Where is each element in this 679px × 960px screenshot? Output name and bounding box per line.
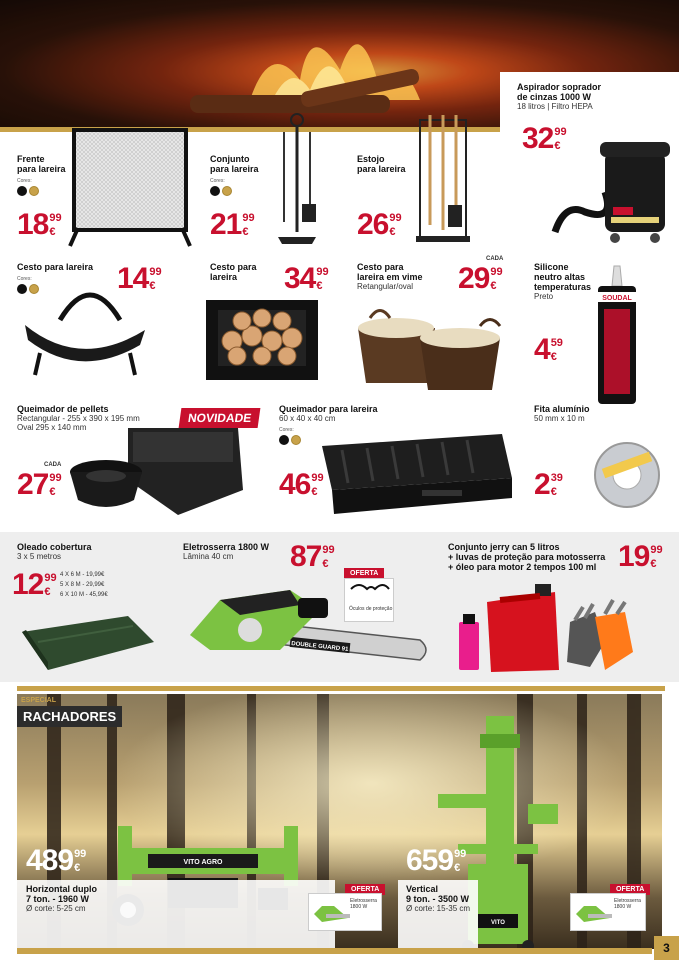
fita-sub: 50 mm x 10 m (534, 414, 585, 423)
page-number: 3 (654, 936, 679, 960)
color-black-swatch[interactable] (17, 186, 27, 196)
cesto-vime-price: 29 99 € (458, 262, 503, 295)
cesto1-colors-label: Cores: (17, 276, 32, 282)
estojo-price: 26 99 € (357, 208, 402, 241)
svg-text:VITO: VITO (491, 920, 505, 926)
pellets-sub-1: Rectangular - 255 x 390 x 195 mm (17, 414, 140, 423)
conjunto-colors-label: Cores: (210, 178, 225, 184)
color-gold-swatch[interactable] (222, 186, 232, 196)
cesto-vime-name-2: lareira em vime (357, 272, 423, 282)
oleado-sub: 3 x 5 metros (17, 552, 62, 561)
svg-text:DOUBLE GUARD 91: DOUBLE GUARD 91 (290, 641, 349, 653)
eletroserra-oferta-item: Óculos de proteção (349, 606, 393, 612)
horizontal-price: 489 99 € (26, 844, 87, 877)
cesto-vime-sub: Retangular/oval (357, 282, 414, 291)
electric-chainsaw-image (180, 580, 435, 680)
queimador-sub: 60 x 40 x 40 cm (279, 414, 336, 423)
color-black-swatch[interactable] (210, 186, 220, 196)
pellets-cada: CADA (44, 462, 62, 468)
vertical-name-2: 9 ton. - 3500 W (406, 894, 470, 904)
jerry-name-1: Conjunto jerry can 5 litros (448, 542, 560, 552)
horizontal-oferta-item: Eletrosserra 1800 W (350, 898, 377, 910)
horizontal-name-2: 7 ton. - 1960 W (26, 894, 90, 904)
oleado-variant-2: 5 X 8 M - 29,99€ (60, 582, 105, 588)
silicone-tube-image (592, 264, 642, 409)
eletroserra-name: Eletrosserra 1800 W (183, 542, 270, 552)
fita-price: 2 39 € (534, 468, 563, 501)
silicone-name-1: Silicone (534, 262, 569, 272)
conjunto-color-swatches (210, 186, 259, 196)
svg-text:VITO AGRO: VITO AGRO (183, 859, 223, 866)
aluminium-tape-image (592, 440, 662, 510)
color-black-swatch[interactable] (279, 435, 289, 445)
estojo-name-2: para lareira (357, 164, 406, 174)
vertical-sub: Ø corte: 15-35 cm (406, 904, 471, 913)
eletroserra-oferta-badge: OFERTA (344, 568, 384, 579)
cesto-vime-name-1: Cesto para (357, 262, 404, 272)
jerry-can-kit-image (455, 582, 640, 677)
frente-price: 18 99 € (17, 208, 62, 241)
horizontal-oferta-badge: OFERTA (345, 884, 385, 895)
vertical-oferta-badge: OFERTA (610, 884, 650, 895)
vertical-oferta-box (570, 893, 646, 931)
cesto2-name-2: lareira (210, 272, 238, 282)
pellets-name: Queimador de pellets (17, 404, 109, 414)
silicone-name-3: temperaturas (534, 282, 592, 292)
fireplace-screen-image (68, 128, 192, 252)
jerry-name-2: + luvas de proteção para motosserra (448, 552, 606, 562)
oleado-name: Oleado cobertura (17, 542, 92, 552)
footer-band (17, 948, 652, 954)
tarpaulin-image (18, 612, 158, 674)
frente-name-1: Frente (17, 154, 45, 164)
chainsaw-icon (574, 900, 614, 928)
wicker-baskets-image (350, 298, 510, 393)
fita-name: Fita alumínio (534, 404, 590, 414)
wood-box-image (202, 296, 322, 384)
silicone-price: 4 59 € (534, 333, 563, 366)
fireplace-tool-kit-image (412, 110, 474, 245)
pellets-sub-2: Oval 295 x 140 mm (17, 423, 87, 432)
aspirador-panel (500, 72, 679, 250)
vertical-name-1: Vertical (406, 884, 439, 894)
queimador-name: Queimador para lareira (279, 404, 378, 414)
vertical-price: 659 99 € (406, 844, 467, 877)
conjunto-name-1: Conjunto (210, 154, 250, 164)
oleado-variant-3: 6 X 10 M - 45,99€ (60, 592, 108, 598)
fire-grate-image (312, 428, 517, 520)
eletroserra-price: 87 99 € (290, 540, 335, 573)
conjunto-name-2: para lareira (210, 164, 259, 174)
chainsaw-icon (312, 900, 352, 928)
rachadores-title: RACHADORES (17, 706, 122, 727)
vertical-oferta-item: Eletrosserra 1800 W (614, 898, 641, 910)
frente-colors-label: Cores: (17, 178, 32, 184)
cesto1-price: 14 99 € (117, 262, 162, 295)
frente-name-2: para lareira (17, 164, 66, 174)
cesto1-name: Cesto para lareira (17, 262, 94, 272)
jerry-price: 19 99 € (618, 540, 663, 573)
section-divider (17, 686, 665, 691)
pellet-burner-image (68, 420, 248, 520)
cesto-vime-cada: CADA (486, 256, 504, 262)
fireplace-tool-set-image (272, 112, 322, 247)
jerry-name-3: + óleo para motor 2 tempos 100 ml (448, 562, 597, 572)
pellets-price: 27 99 € (17, 468, 62, 501)
estojo-name-1: Estojo (357, 154, 385, 164)
horizontal-name-1: Horizontal duplo (26, 884, 97, 894)
silicone-name-2: neutro altas (534, 272, 586, 282)
conjunto-price: 21 99 € (210, 208, 255, 241)
eletroserra-sub: Lâmina 40 cm (183, 552, 234, 561)
aspirador-name-2: de cinzas 1000 W (517, 92, 592, 102)
aspirador-sub: 18 litros | Filtro HEPA (517, 102, 593, 111)
aspirador-name-1: Aspirador soprador (517, 82, 602, 92)
horizontal-sub: Ø corte: 5-25 cm (26, 904, 86, 913)
oleado-variants (60, 570, 108, 600)
oleado-variant-1: 4 X 6 M - 19,99€ (60, 572, 105, 578)
color-gold-swatch[interactable] (291, 435, 301, 445)
svg-text:SOUDAL: SOUDAL (602, 295, 632, 302)
log-basket-image (20, 275, 150, 385)
ash-vacuum-image (545, 112, 675, 252)
oleado-price: 12 99 € (12, 568, 57, 601)
aspirador-price: 32 99 € (522, 122, 567, 155)
cesto2-price: 34 99 € (284, 262, 329, 295)
queimador-price: 46 99 € (279, 468, 324, 501)
color-gold-swatch[interactable] (29, 186, 39, 196)
cesto2-name-1: Cesto para (210, 262, 257, 272)
especial-label: ESPECIAL (21, 697, 57, 704)
queimador-colors-label: Cores: (279, 427, 294, 433)
silicone-sub: Preto (534, 292, 554, 301)
frente-color-swatches (17, 186, 66, 196)
horizontal-oferta-box (308, 893, 382, 931)
novidade-badge: NOVIDADE (179, 408, 261, 428)
